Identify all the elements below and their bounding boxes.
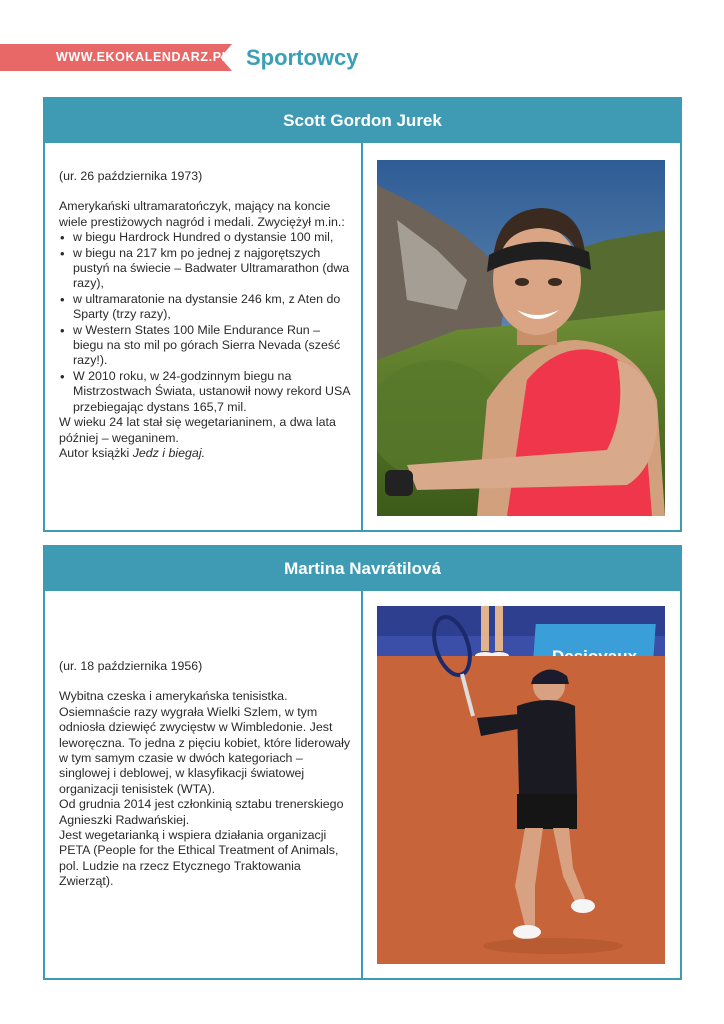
list-item: • w biegu Hardrock Hundred o dystansie 100 mil, <box>59 230 351 245</box>
athlete-card-jurek <box>43 97 682 532</box>
list-item: • w biegu na 217 km po jednej z najgorętszych pustyń na świecie – Badwater Ultramarathon (dwa razy), <box>59 246 351 292</box>
runner-photo-illustration <box>377 160 665 516</box>
bio-paragraph: Wybitna czeska i amerykańska tenisistka. Osiemnaście razy wygrała Wielki Szlem, w tym odniosła dziewięć zwycięstw w Wimbledonie. Jest leworęczna. To jedna z pięciu kobiet, które liderowały w tym samym czasie w dwóch kategoriach – singlowej i deblowej, w klasyfikacji światowej organizacji tenisistek (WTA). <box>59 689 351 796</box>
athlete-photo-navratilova <box>377 606 665 964</box>
list-item: • W 2010 roku, w 24-godzinnym biegu na Mistrzostwach Świata, ustanowił nowy rekord USA przebiegając dystans 165,7 mil. <box>59 369 351 415</box>
page-title: Sportowcy <box>246 45 359 70</box>
card-body <box>45 143 680 530</box>
website-url[interactable]: WWW.EKOKALENDARZ.PL <box>56 50 230 64</box>
bio-text <box>59 169 351 461</box>
list-item: • w Western States 100 Mile Endurance Run – biegu na sto mil po górach Sierra Nevada (sześć razy!). <box>59 323 351 369</box>
book-line <box>59 446 351 461</box>
athlete-card-navratilova <box>43 545 682 980</box>
bio-intro: Amerykański ultramaratończyk, mający na koncie wiele prestiżowych nagród i medali. Zwyciężył m.in.: <box>59 199 345 229</box>
book-title: Jedz i biegaj. <box>132 445 206 460</box>
birth-date: (ur. 18 października 1956) <box>59 659 203 673</box>
column-divider <box>361 591 363 978</box>
column-divider <box>361 143 363 530</box>
card-body <box>45 591 680 978</box>
athlete-photo-jurek <box>377 160 665 516</box>
bio-paragraph: Jest wegetarianką i wspiera działania organizacji PETA (People for the Ethical Treatment of Animals, pol. Ludzie na rzecz Etycznego Traktowania Zwierząt). <box>59 828 339 889</box>
bio-outro: W wieku 24 lat stał się wegetarianinem, a dwa lata później – weganinem. <box>59 415 336 445</box>
card-title: Scott Gordon Jurek <box>45 99 680 143</box>
achievements-list <box>59 230 351 415</box>
bio-text <box>59 659 351 890</box>
bio-paragraph: Od grudnia 2014 jest członkinią sztabu trenerskiego Agnieszki Radwańskiej. <box>59 797 344 827</box>
birth-date: (ur. 26 października 1973) <box>59 169 203 183</box>
list-item: • w ultramaratonie na dystansie 246 km, z Aten do Sparty (trzy razy), <box>59 292 351 323</box>
card-title: Martina Navrátilová <box>45 547 680 591</box>
tennis-photo-illustration <box>377 606 665 964</box>
book-prefix: Autor książki <box>59 445 133 460</box>
